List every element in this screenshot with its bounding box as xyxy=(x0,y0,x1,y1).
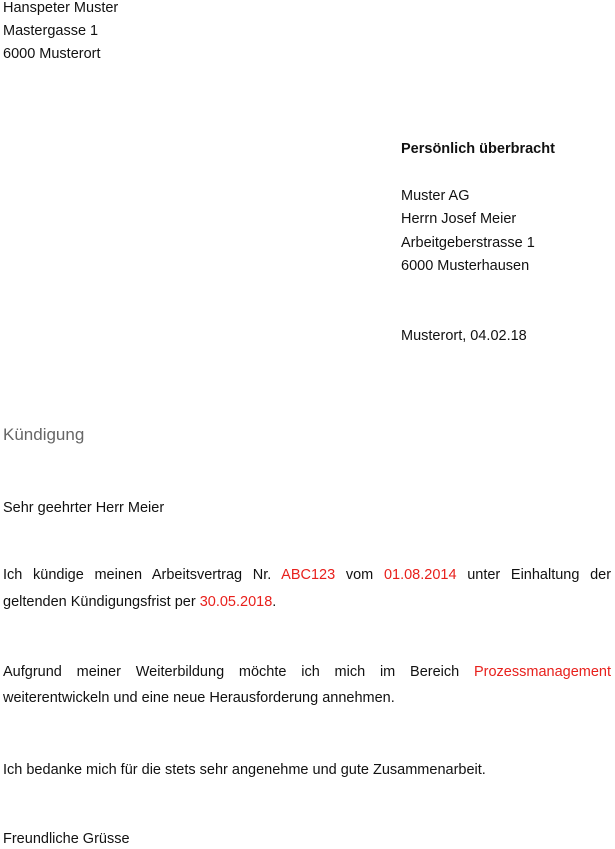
termination-date: 30.05.2018 xyxy=(199,594,273,610)
paragraph-1-text-d: geltenden Kündigungsfrist per xyxy=(3,594,196,610)
paragraph-1-text-c: unter Einhaltung der xyxy=(467,567,612,583)
contract-number: ABC123 xyxy=(281,567,336,583)
paragraph-2-line-1 xyxy=(3,662,611,682)
closing: Freundliche Grüsse xyxy=(3,831,130,847)
paragraph-2-line-2: weiterentwickeln und eine neue Herausforderung annehmen. xyxy=(3,690,395,706)
letter-subject: Kündigung xyxy=(3,425,85,444)
salutation: Sehr geehrter Herr Meier xyxy=(3,500,165,516)
place-date: Musterort, 04.02.18 xyxy=(401,328,527,344)
paragraph-3: Ich bedanke mich für die stets sehr angenehme und gute Zusammenarbeit. xyxy=(3,762,486,778)
recipient-street: Arbeitgeberstrasse 1 xyxy=(401,235,535,251)
sender-street: Mastergasse 1 xyxy=(3,23,99,39)
recipient-city: 6000 Musterhausen xyxy=(401,258,530,274)
paragraph-1-line-2 xyxy=(3,592,276,612)
sender-name: Hanspeter Muster xyxy=(3,0,119,16)
recipient-contact: Herrn Josef Meier xyxy=(401,211,517,227)
paragraph-2-text-a: Aufgrund meiner Weiterbildung möchte ich mich im Bereich xyxy=(3,664,460,680)
delivery-note: Persönlich überbracht xyxy=(401,141,555,157)
sender-city: 6000 Musterort xyxy=(3,46,101,62)
contract-start-date: 01.08.2014 xyxy=(383,567,457,583)
paragraph-1-line-1 xyxy=(3,565,611,585)
recipient-company: Muster AG xyxy=(401,188,470,204)
paragraph-1-period: . xyxy=(272,594,277,610)
paragraph-1-text-a: Ich kündige meinen Arbeitsvertrag Nr. xyxy=(3,567,272,583)
paragraph-1-text-b: vom xyxy=(345,567,374,583)
training-field: Prozessmanagement xyxy=(473,664,611,680)
